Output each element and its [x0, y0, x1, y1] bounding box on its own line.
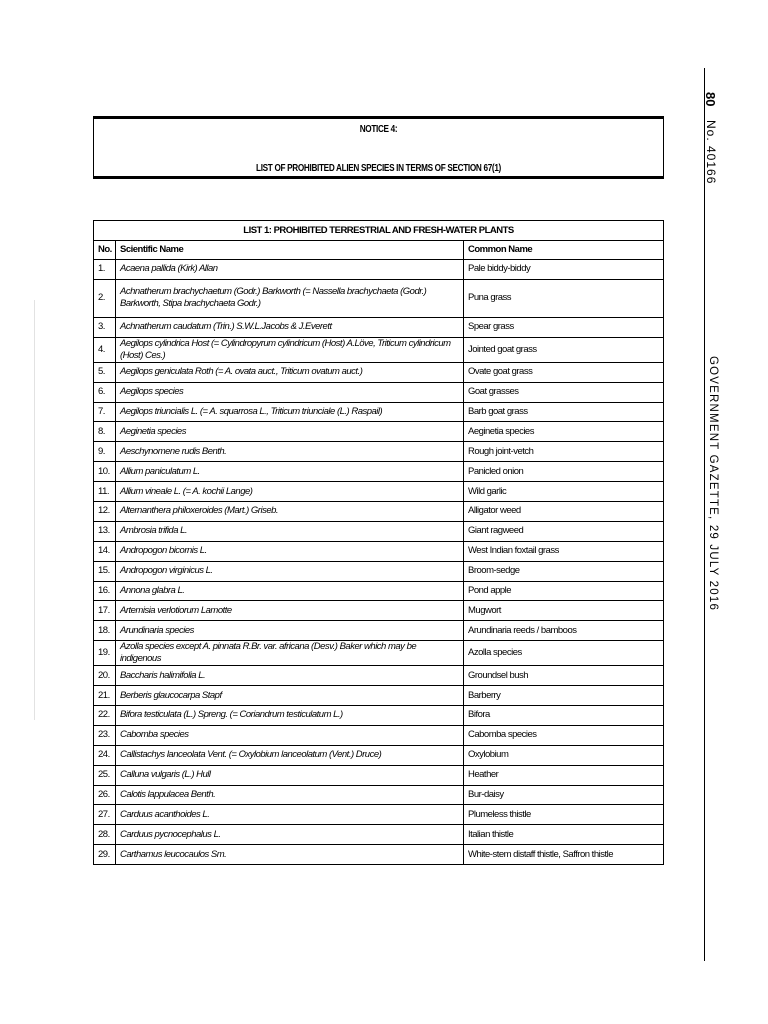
row-number-cell: 19.	[94, 641, 116, 666]
common-name-cell: Wild garlic	[464, 482, 664, 502]
common-name-cell: Pale biddy-biddy	[464, 260, 664, 280]
common-name-cell: Barb goat grass	[464, 402, 664, 422]
common-name-cell: Goat grasses	[464, 382, 664, 402]
scientific-name-cell: Calluna vulgaris (L.) Hull	[116, 765, 464, 785]
column-header-scientific-name: Scientific Name	[116, 241, 464, 260]
common-name-cell: Arundinaria reeds / bamboos	[464, 621, 664, 641]
scientific-name-cell: Aegilops triuncialis L. (= A. squarrosa L., Triticum triunciale (L.) Raspail)	[116, 402, 464, 422]
table-row	[94, 337, 664, 362]
scientific-name-cell: Achnatherum brachychaetum (Godr.) Barkworth (= Nassella brachychaeta (Godr.) Barkworth, Stipa brachychaeta Godr.)	[116, 279, 464, 317]
scientific-name-cell: Achnatherum caudatum (Trin.) S.W.L.Jacobs & J.Everett	[116, 317, 464, 337]
scientific-name-cell: Carduus acanthoides L.	[116, 805, 464, 825]
scientific-name-cell: Berberis glaucocarpa Stapf	[116, 686, 464, 706]
common-name-cell: Broom-sedge	[464, 561, 664, 581]
common-name-cell: Alligator weed	[464, 502, 664, 522]
scientific-name-cell: Alternanthera philoxeroides (Mart.) Griseb.	[116, 502, 464, 522]
row-number-cell: 10.	[94, 462, 116, 482]
common-name-cell: Azolla species	[464, 641, 664, 666]
issue-number: No. 40166	[704, 120, 718, 185]
row-number-cell: 17.	[94, 601, 116, 621]
scientific-name-cell: Aegilops species	[116, 382, 464, 402]
row-number-cell: 24.	[94, 745, 116, 765]
scientific-name-cell: Acaena pallida (Kirk) Allan	[116, 260, 464, 280]
row-number-cell: 6.	[94, 382, 116, 402]
row-number-cell: 27.	[94, 805, 116, 825]
table-row	[94, 805, 664, 825]
table-row	[94, 686, 664, 706]
page-number: 80	[703, 92, 718, 107]
scientific-name-cell: Cabomba species	[116, 725, 464, 745]
scientific-name-cell: Allium vineale L. (= A. kochii Lange)	[116, 482, 464, 502]
table-row	[94, 541, 664, 561]
table-row	[94, 482, 664, 502]
common-name-cell: Bur-daisy	[464, 785, 664, 805]
common-name-cell: Pond apple	[464, 581, 664, 601]
common-name-cell: Mugwort	[464, 601, 664, 621]
row-number-cell: 4.	[94, 337, 116, 362]
table-row	[94, 601, 664, 621]
scientific-name-cell: Aeschynomene rudis Benth.	[116, 442, 464, 462]
table-row	[94, 561, 664, 581]
common-name-cell: Cabomba species	[464, 725, 664, 745]
table-row	[94, 442, 664, 462]
common-name-cell: Bifora	[464, 706, 664, 726]
row-number-cell: 2.	[94, 279, 116, 317]
row-number-cell: 20.	[94, 666, 116, 686]
row-number-cell: 11.	[94, 482, 116, 502]
row-number-cell: 21.	[94, 686, 116, 706]
common-name-cell: Puna grass	[464, 279, 664, 317]
common-name-cell: Spear grass	[464, 317, 664, 337]
table-row	[94, 745, 664, 765]
row-number-cell: 23.	[94, 725, 116, 745]
row-number-cell: 22.	[94, 706, 116, 726]
table-row	[94, 765, 664, 785]
table-row	[94, 382, 664, 402]
scientific-name-cell: Carduus pycnocephalus L.	[116, 825, 464, 845]
scientific-name-cell: Andropogon bicornis L.	[116, 541, 464, 561]
row-number-cell: 5.	[94, 362, 116, 382]
scan-artifact-line	[34, 300, 35, 720]
scientific-name-cell: Aegilops geniculata Roth (= A. ovata auct., Triticum ovatum auct.)	[116, 362, 464, 382]
common-name-cell: Groundsel bush	[464, 666, 664, 686]
table-body	[94, 260, 664, 865]
common-name-cell: Barberry	[464, 686, 664, 706]
table-row	[94, 502, 664, 522]
row-number-cell: 15.	[94, 561, 116, 581]
common-name-cell: Panicled onion	[464, 462, 664, 482]
table-row	[94, 725, 664, 745]
scientific-name-cell: Allium paniculatum L.	[116, 462, 464, 482]
running-header: GOVERNMENT GAZETTE, 29 JULY 2016	[707, 356, 719, 612]
table-row	[94, 362, 664, 382]
common-name-cell: Rough joint-vetch	[464, 442, 664, 462]
table-row	[94, 785, 664, 805]
scientific-name-cell: Ambrosia trifida L.	[116, 521, 464, 541]
notice-box	[93, 116, 664, 179]
common-name-cell: Oxylobium	[464, 745, 664, 765]
row-number-cell: 9.	[94, 442, 116, 462]
table-row	[94, 317, 664, 337]
scientific-name-cell: Arundinaria species	[116, 621, 464, 641]
table-row	[94, 521, 664, 541]
row-number-cell: 12.	[94, 502, 116, 522]
table-row	[94, 402, 664, 422]
row-number-cell: 26.	[94, 785, 116, 805]
table-row	[94, 260, 664, 280]
common-name-cell: Jointed goat grass	[464, 337, 664, 362]
table-row	[94, 581, 664, 601]
scientific-name-cell: Callistachys lanceolata Vent. (= Oxylobium lanceolatum (Vent.) Druce)	[116, 745, 464, 765]
common-name-cell: Giant ragweed	[464, 521, 664, 541]
scientific-name-cell: Aegilops cylindrica Host (= Cylindropyrum cylindricum (Host) A.Löve, Triticum cylindricum (Host) Ces.)	[116, 337, 464, 362]
column-header-common-name: Common Name	[464, 241, 664, 260]
row-number-cell: 18.	[94, 621, 116, 641]
common-name-cell: Italian thistle	[464, 825, 664, 845]
prohibited-plants-table	[93, 220, 664, 865]
row-number-cell: 7.	[94, 402, 116, 422]
notice-subtitle: LIST OF PROHIBITED ALIEN SPECIES IN TERMS OF SECTION 67(1)	[256, 163, 501, 174]
common-name-cell: West Indian foxtail grass	[464, 541, 664, 561]
row-number-cell: 28.	[94, 825, 116, 845]
scientific-name-cell: Aeginetia species	[116, 422, 464, 442]
common-name-cell: Aeginetia species	[464, 422, 664, 442]
common-name-cell: White-stem distaff thistle, Saffron thistle	[464, 845, 664, 865]
common-name-cell: Ovate goat grass	[464, 362, 664, 382]
table-header-row	[94, 241, 664, 260]
common-name-cell: Plumeless thistle	[464, 805, 664, 825]
row-number-cell: 14.	[94, 541, 116, 561]
table-row	[94, 845, 664, 865]
table-row	[94, 706, 664, 726]
scientific-name-cell: Azolla species except A. pinnata R.Br. var. africana (Desv.) Baker which may be indigenous	[116, 641, 464, 666]
table-row	[94, 422, 664, 442]
row-number-cell: 8.	[94, 422, 116, 442]
row-number-cell: 16.	[94, 581, 116, 601]
table-row	[94, 621, 664, 641]
scientific-name-cell: Annona glabra L.	[116, 581, 464, 601]
row-number-cell: 13.	[94, 521, 116, 541]
column-header-no: No.	[94, 241, 116, 260]
common-name-cell: Heather	[464, 765, 664, 785]
scientific-name-cell: Artemisia verlotiorum Lamotte	[116, 601, 464, 621]
scientific-name-cell: Carthamus leucocaulos Sm.	[116, 845, 464, 865]
table-row	[94, 825, 664, 845]
row-number-cell: 29.	[94, 845, 116, 865]
scientific-name-cell: Calotis lappulacea Benth.	[116, 785, 464, 805]
table-caption: LIST 1: PROHIBITED TERRESTRIAL AND FRESH-WATER PLANTS	[94, 221, 664, 241]
scientific-name-cell: Baccharis halimifolia L.	[116, 666, 464, 686]
scientific-name-cell: Bifora testiculata (L.) Spreng. (= Coriandrum testiculatum L.)	[116, 706, 464, 726]
table-row	[94, 462, 664, 482]
table-row	[94, 641, 664, 666]
scientific-name-cell: Andropogon virginicus L.	[116, 561, 464, 581]
row-number-cell: 3.	[94, 317, 116, 337]
table-row	[94, 666, 664, 686]
row-number-cell: 1.	[94, 260, 116, 280]
row-number-cell: 25.	[94, 765, 116, 785]
notice-title: NOTICE 4:	[359, 124, 398, 135]
table-row	[94, 279, 664, 317]
